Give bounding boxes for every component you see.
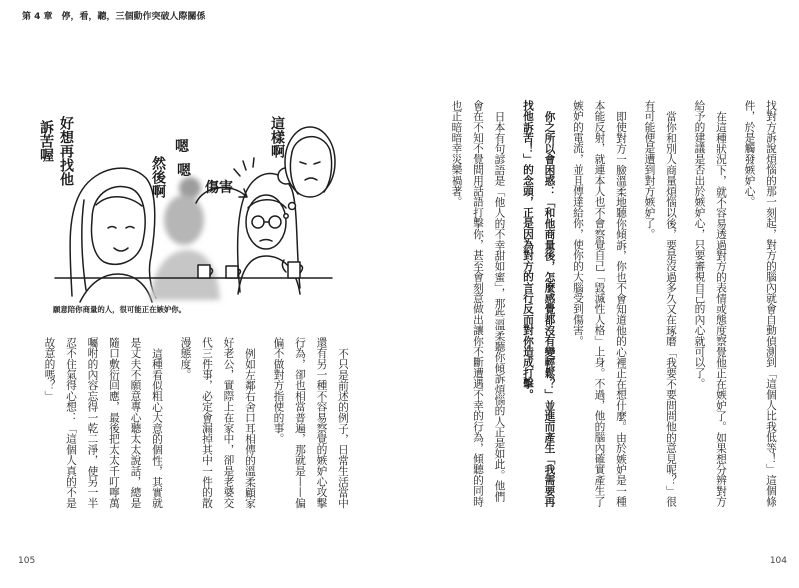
text-line: 你之所以會困惑：「和他商量後，怎麼感覺都沒有變輕鬆？」並進而產生「我需要再 (543, 110, 557, 507)
text-line: 有可能便是遭到對方嫉妒了。 (643, 100, 657, 240)
speech-hmm: 嗯 (175, 139, 189, 155)
illustration-caption: 願意陪你商量的人，很可能正在嫉妒你。 (53, 305, 187, 314)
cup (226, 266, 241, 278)
speech-and-then: 然後啊 (150, 156, 166, 198)
text-line: 例如左鄰右舍口耳相傳的溫柔顧家 (244, 347, 257, 509)
text-line: 件，於是觸發嫉妒心。 (743, 100, 757, 207)
text-line: 代三件事，必定會漏掉其中一件的散 (201, 337, 214, 509)
text-line: 不只是前述的例子，日常生活當中 (337, 347, 350, 509)
paragraph (568, 100, 633, 512)
paragraph (39, 337, 168, 513)
text-line: 找對方訴說煩惱的那一刻起，對方的腦內就會自動偵測到「這個人比我低等！」這個條 (765, 100, 778, 507)
page-number-left: 105 (18, 556, 36, 566)
text-line: 在這種狀況下，就不容易透過對方的表情或態度察覺他正在嫉妒了。如果想分辨對方 (715, 110, 728, 507)
text-line: 是丈夫不願意專心聽太太說話，總是 (129, 337, 143, 509)
text-line: 忍不住氣得心想：「這個人真的不是 (65, 337, 78, 509)
emphasis-paragraph (518, 100, 561, 512)
speech-vent-continued: 訴苦喔 (38, 120, 54, 162)
woman-long-hair-figure (70, 168, 156, 302)
text-line: 囑咐的內容忘得一乾二淨，使另一半 (86, 337, 100, 509)
page-number-right: 104 (769, 556, 787, 566)
cup (198, 265, 213, 278)
cup (288, 262, 303, 278)
left-page-body (32, 337, 354, 513)
speech-want-to-vent: 好想再找他 (58, 116, 74, 186)
text-line: 行為，卻也相當普遍，那就是——偏 (294, 337, 307, 509)
speech-hmm: 嗯 (177, 163, 191, 179)
paragraph (446, 100, 511, 512)
text-line: 給予的建議是否出於嫉妒心，只要審視自己的內心就可以了。 (693, 100, 707, 389)
text-line: 本能反射，就連本人也不會察覺自己「毀滅性人格」上身。不過，他的腦內確實產生了 (593, 100, 607, 507)
text-line: 故意的嗎？」 (43, 337, 57, 402)
speech-i-see: 這樣啊 (269, 116, 285, 158)
text-line: 日本有句諺語是「他人的不幸甜如蜜」，那些溫柔聽你傾訴煩惱的人正是如此。他們 (493, 110, 507, 502)
paragraph (268, 337, 354, 513)
text-line: 偏不做對方指使的事。 (272, 337, 286, 444)
right-page-body (439, 100, 782, 512)
text-line: 隨口敷衍回應，最後把太太千叮嚀萬 (108, 337, 121, 509)
shock-lines (234, 158, 254, 176)
text-line: 當你和別人商量煩惱以後，要是沒過多久又在琢磨「我要不要問問他的意見呢？」很 (665, 110, 678, 507)
text-line: 即使對方一臉溫柔地聽你傾訴，你也不會知道他的心裡正在想什麼。由於嫉妒是一種 (615, 110, 628, 507)
text-line: 漫態度。 (179, 337, 193, 380)
text-line: 嫉妒的電流，並且傳達給你，使你的大腦受到傷害。 (572, 100, 585, 347)
text-line: 這種看似粗心大意的個性，其實就 (151, 347, 164, 509)
label-hurt: 傷害 (205, 180, 233, 196)
text-line: 好老公，實際上在家中，卻是老婆交 (222, 337, 236, 509)
text-line: 還有另一種不容易察覺的嫉妒心攻擊 (315, 337, 329, 509)
paragraph (175, 337, 261, 513)
text-line: 也正暗暗幸災樂禍著。 (450, 100, 464, 207)
text-line: 會在不知不覺間用話語打擊你，甚至會刻意做出讓你不斷遭遇不幸的行為，傾聽的同時 (472, 100, 485, 507)
thought-bubble (284, 127, 335, 218)
paragraph (739, 100, 782, 512)
text-line: 找他訴苦！」的念頭，正是因為對方的言行反而對你造成打擊。 (522, 100, 535, 400)
chapter-header: 第 4 章 停，看，聽，三個動作突破人際關係 (22, 12, 206, 22)
paragraph (689, 100, 732, 512)
paragraph (639, 100, 682, 512)
